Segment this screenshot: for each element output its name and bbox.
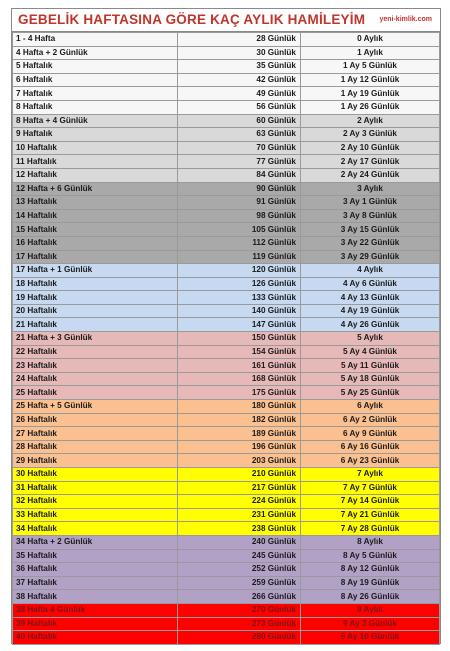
months-cell: 2 Ay 24 Günlük — [301, 168, 440, 182]
week-cell: 28 Haftalık — [13, 440, 178, 454]
table-row — [13, 454, 440, 468]
days-cell: 63 Günlük — [178, 128, 301, 142]
week-cell: 25 Haftalık — [13, 386, 178, 400]
week-cell: 27 Haftalık — [13, 427, 178, 441]
table-row — [13, 291, 440, 305]
months-cell: 3 Ay 1 Günlük — [301, 196, 440, 210]
week-cell: 26 Haftalık — [13, 413, 178, 427]
title-bar — [12, 9, 440, 32]
site-label: yeni-kimlik.com — [379, 16, 432, 23]
table-row — [13, 549, 440, 563]
week-cell: 32 Haftalık — [13, 495, 178, 509]
days-cell: 217 Günlük — [178, 481, 301, 495]
table-row — [13, 427, 440, 441]
week-cell: 38 Hafta 4 Günlük — [13, 603, 178, 617]
days-cell: 49 Günlük — [178, 87, 301, 101]
days-cell: 182 Günlük — [178, 413, 301, 427]
months-cell: 4 Aylık — [301, 264, 440, 278]
table-row — [13, 535, 440, 549]
days-cell: 175 Günlük — [178, 386, 301, 400]
week-cell: 25 Hafta + 5 Günlük — [13, 400, 178, 414]
days-cell: 189 Günlük — [178, 427, 301, 441]
days-cell: 240 Günlük — [178, 535, 301, 549]
days-cell: 147 Günlük — [178, 318, 301, 332]
week-cell: 16 Haftalık — [13, 236, 178, 250]
week-cell: 21 Haftalık — [13, 318, 178, 332]
months-cell: 4 Ay 13 Günlük — [301, 291, 440, 305]
days-cell: 35 Günlük — [178, 60, 301, 74]
table-row — [13, 155, 440, 169]
table-row — [13, 508, 440, 522]
months-cell: 1 Ay 5 Günlük — [301, 60, 440, 74]
days-cell: 42 Günlük — [178, 73, 301, 87]
week-cell: 34 Hafta + 2 Günlük — [13, 535, 178, 549]
months-cell: 5 Ay 25 Günlük — [301, 386, 440, 400]
days-cell: 203 Günlük — [178, 454, 301, 468]
days-cell: 210 Günlük — [178, 468, 301, 482]
table-row — [13, 413, 440, 427]
months-cell: 2 Ay 17 Günlük — [301, 155, 440, 169]
week-cell: 29 Haftalık — [13, 454, 178, 468]
months-cell: 1 Ay 19 Günlük — [301, 87, 440, 101]
week-cell: 14 Haftalık — [13, 209, 178, 223]
table-row — [13, 60, 440, 74]
months-cell: 7 Ay 28 Günlük — [301, 522, 440, 536]
table-row — [13, 440, 440, 454]
months-cell: 2 Aylık — [301, 114, 440, 128]
days-cell: 180 Günlük — [178, 400, 301, 414]
week-cell: 34 Haftalık — [13, 522, 178, 536]
table-row — [13, 318, 440, 332]
table-row — [13, 141, 440, 155]
days-cell: 91 Günlük — [178, 196, 301, 210]
days-cell: 252 Günlük — [178, 563, 301, 577]
months-cell: 7 Ay 7 Günlük — [301, 481, 440, 495]
days-cell: 105 Günlük — [178, 223, 301, 237]
months-cell: 5 Ay 18 Günlük — [301, 372, 440, 386]
week-cell: 10 Haftalık — [13, 141, 178, 155]
week-cell: 22 Haftalık — [13, 345, 178, 359]
days-cell: 133 Günlük — [178, 291, 301, 305]
days-cell: 154 Günlük — [178, 345, 301, 359]
months-cell: 6 Ay 2 Günlük — [301, 413, 440, 427]
months-cell: 6 Aylık — [301, 400, 440, 414]
days-cell: 231 Günlük — [178, 508, 301, 522]
days-cell: 238 Günlük — [178, 522, 301, 536]
table-row — [13, 100, 440, 114]
week-cell: 20 Haftalık — [13, 304, 178, 318]
days-cell: 56 Günlük — [178, 100, 301, 114]
table-row — [13, 46, 440, 60]
months-cell: 3 Ay 8 Günlük — [301, 209, 440, 223]
week-cell: 11 Haftalık — [13, 155, 178, 169]
table-row — [13, 631, 440, 645]
week-cell: 7 Haftalık — [13, 87, 178, 101]
months-cell: 9 Ay 3 Günlük — [301, 617, 440, 631]
table-row — [13, 264, 440, 278]
days-cell: 245 Günlük — [178, 549, 301, 563]
days-cell: 150 Günlük — [178, 332, 301, 346]
months-cell: 8 Ay 26 Günlük — [301, 590, 440, 604]
table-row — [13, 332, 440, 346]
months-cell: 5 Ay 4 Günlük — [301, 345, 440, 359]
week-cell: 4 Hafta + 2 Günlük — [13, 46, 178, 60]
table-row — [13, 277, 440, 291]
table-row — [13, 481, 440, 495]
days-cell: 70 Günlük — [178, 141, 301, 155]
week-cell: 6 Haftalık — [13, 73, 178, 87]
week-cell: 8 Hafta + 4 Günlük — [13, 114, 178, 128]
week-cell: 13 Haftalık — [13, 196, 178, 210]
week-cell: 24 Haftalık — [13, 372, 178, 386]
table-row — [13, 128, 440, 142]
week-cell: 21 Hafta + 3 Günlük — [13, 332, 178, 346]
table-row — [13, 87, 440, 101]
days-cell: 120 Günlük — [178, 264, 301, 278]
days-cell: 77 Günlük — [178, 155, 301, 169]
months-cell: 8 Aylık — [301, 535, 440, 549]
week-cell: 19 Haftalık — [13, 291, 178, 305]
table-row — [13, 522, 440, 536]
table-row — [13, 617, 440, 631]
table-row — [13, 603, 440, 617]
table-row — [13, 114, 440, 128]
days-cell: 273 Günlük — [178, 617, 301, 631]
months-cell: 3 Ay 29 Günlük — [301, 250, 440, 264]
week-cell: 17 Haftalık — [13, 250, 178, 264]
week-cell: 5 Haftalık — [13, 60, 178, 74]
months-cell: 9 Aylık — [301, 603, 440, 617]
months-cell: 0 Aylık — [301, 33, 440, 47]
week-cell: 17 Hafta + 1 Günlük — [13, 264, 178, 278]
week-cell: 37 Haftalık — [13, 576, 178, 590]
days-cell: 98 Günlük — [178, 209, 301, 223]
table-row — [13, 304, 440, 318]
days-cell: 119 Günlük — [178, 250, 301, 264]
table-row — [13, 372, 440, 386]
days-cell: 30 Günlük — [178, 46, 301, 60]
days-cell: 90 Günlük — [178, 182, 301, 196]
months-cell: 6 Ay 16 Günlük — [301, 440, 440, 454]
table-row — [13, 563, 440, 577]
table-body — [13, 33, 440, 645]
days-cell: 266 Günlük — [178, 590, 301, 604]
days-cell: 280 Günlük — [178, 631, 301, 645]
table-row — [13, 359, 440, 373]
months-cell: 3 Aylık — [301, 182, 440, 196]
table-row — [13, 576, 440, 590]
days-cell: 224 Günlük — [178, 495, 301, 509]
days-cell: 259 Günlük — [178, 576, 301, 590]
table-row — [13, 73, 440, 87]
week-cell: 36 Haftalık — [13, 563, 178, 577]
page-title: GEBELİK HAFTASINA GÖRE KAÇ AYLIK HAMİLEYİM — [18, 12, 366, 27]
days-cell: 161 Günlük — [178, 359, 301, 373]
table-row — [13, 250, 440, 264]
week-cell: 12 Haftalık — [13, 168, 178, 182]
week-cell: 40 Haftalık — [13, 631, 178, 645]
table-row — [13, 182, 440, 196]
table-row — [13, 468, 440, 482]
months-cell: 3 Ay 15 Günlük — [301, 223, 440, 237]
days-cell: 168 Günlük — [178, 372, 301, 386]
week-cell: 18 Haftalık — [13, 277, 178, 291]
months-cell: 7 Aylık — [301, 468, 440, 482]
week-cell: 1 - 4 Hafta — [13, 33, 178, 47]
week-cell: 30 Haftalık — [13, 468, 178, 482]
week-cell: 8 Haftalık — [13, 100, 178, 114]
months-cell: 4 Ay 19 Günlük — [301, 304, 440, 318]
months-cell: 8 Ay 12 Günlük — [301, 563, 440, 577]
months-cell: 5 Aylık — [301, 332, 440, 346]
table-row — [13, 209, 440, 223]
week-cell: 33 Haftalık — [13, 508, 178, 522]
days-cell: 196 Günlük — [178, 440, 301, 454]
months-cell: 4 Ay 26 Günlük — [301, 318, 440, 332]
months-cell: 5 Ay 11 Günlük — [301, 359, 440, 373]
days-cell: 140 Günlük — [178, 304, 301, 318]
months-cell: 4 Ay 6 Günlük — [301, 277, 440, 291]
months-cell: 7 Ay 14 Günlük — [301, 495, 440, 509]
week-cell: 23 Haftalık — [13, 359, 178, 373]
table-row — [13, 33, 440, 47]
table-row — [13, 590, 440, 604]
week-cell: 35 Haftalık — [13, 549, 178, 563]
pregnancy-table-sheet — [11, 8, 441, 644]
table-row — [13, 196, 440, 210]
days-cell: 84 Günlük — [178, 168, 301, 182]
week-cell: 9 Haftalık — [13, 128, 178, 142]
table-row — [13, 345, 440, 359]
days-cell: 28 Günlük — [178, 33, 301, 47]
weeks-table — [12, 32, 440, 645]
days-cell: 60 Günlük — [178, 114, 301, 128]
months-cell: 7 Ay 21 Günlük — [301, 508, 440, 522]
week-cell: 38 Haftalık — [13, 590, 178, 604]
table-row — [13, 168, 440, 182]
table-row — [13, 495, 440, 509]
months-cell: 3 Ay 22 Günlük — [301, 236, 440, 250]
table-row — [13, 223, 440, 237]
months-cell: 8 Ay 19 Günlük — [301, 576, 440, 590]
months-cell: 1 Aylık — [301, 46, 440, 60]
months-cell: 2 Ay 3 Günlük — [301, 128, 440, 142]
week-cell: 12 Hafta + 6 Günlük — [13, 182, 178, 196]
days-cell: 126 Günlük — [178, 277, 301, 291]
week-cell: 39 Haftalık — [13, 617, 178, 631]
table-row — [13, 386, 440, 400]
months-cell: 6 Ay 23 Günlük — [301, 454, 440, 468]
days-cell: 112 Günlük — [178, 236, 301, 250]
months-cell: 6 Ay 9 Günlük — [301, 427, 440, 441]
months-cell: 2 Ay 10 Günlük — [301, 141, 440, 155]
months-cell: 1 Ay 12 Günlük — [301, 73, 440, 87]
months-cell: 9 Ay 10 Günlük — [301, 631, 440, 645]
months-cell: 1 Ay 26 Günlük — [301, 100, 440, 114]
days-cell: 270 Günlük — [178, 603, 301, 617]
months-cell: 8 Ay 5 Günlük — [301, 549, 440, 563]
table-row — [13, 236, 440, 250]
week-cell: 15 Haftalık — [13, 223, 178, 237]
week-cell: 31 Haftalık — [13, 481, 178, 495]
table-row — [13, 400, 440, 414]
